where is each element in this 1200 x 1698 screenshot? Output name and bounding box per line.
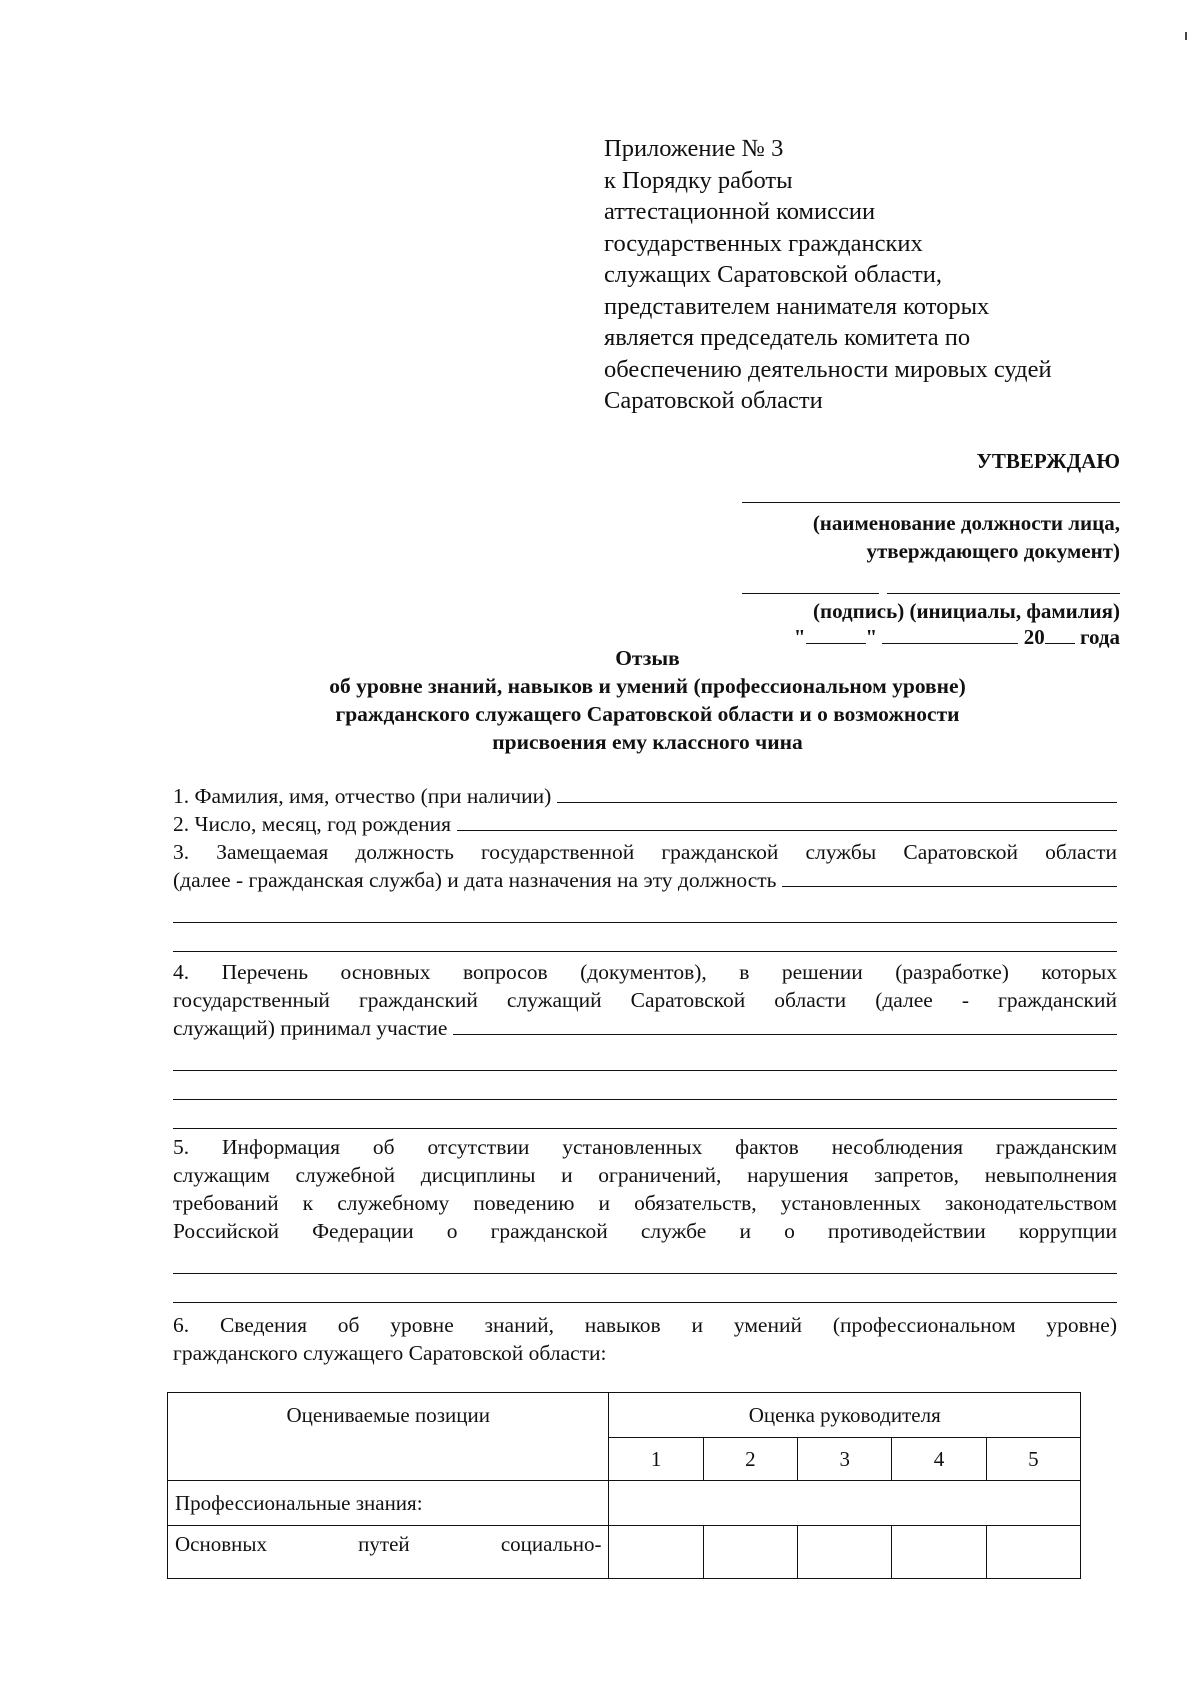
heading-line: присвоения ему классного чина bbox=[492, 730, 803, 754]
date-month-field[interactable] bbox=[882, 625, 1018, 644]
position-caption-1: (наименование должности лица, bbox=[812, 511, 1120, 535]
appendix-line: Саратовской области bbox=[604, 387, 823, 414]
form-body bbox=[173, 782, 1117, 1367]
date-year-prefix: 20 bbox=[1023, 625, 1045, 649]
appendix-line: служащих Саратовской области, bbox=[604, 261, 942, 288]
heading-line: об уровне знаний, навыков и умений (профессиональном уровне) bbox=[329, 674, 966, 698]
score-header-2: 2 bbox=[703, 1438, 797, 1481]
item-4-line: государственный гражданский служащий Саратовской области (далее - гражданский bbox=[173, 988, 1117, 1012]
appendix-line: обеспечению деятельности мировых судей bbox=[604, 355, 1052, 383]
item-2 bbox=[173, 810, 1117, 838]
item-1 bbox=[173, 782, 1117, 810]
score-cell-1[interactable] bbox=[609, 1526, 703, 1579]
date-day-field[interactable] bbox=[806, 625, 866, 644]
position-fill-line[interactable] bbox=[742, 476, 1120, 503]
score-header-4: 4 bbox=[892, 1438, 986, 1481]
item-3 bbox=[173, 866, 1117, 894]
birth-date-field[interactable] bbox=[457, 812, 1117, 831]
item-3-line: 3. Замещаемая должность государственной гражданской службы Саратовской области bbox=[173, 840, 1117, 864]
item-2-label: 2. Число, месяц, год рождения bbox=[173, 812, 452, 836]
professional-knowledge-label: Профессиональные знания: bbox=[168, 1481, 609, 1526]
item-6-line: 6. Сведения об уровне знаний, навыков и умений (профессиональном уровне) bbox=[173, 1313, 1117, 1337]
issues-field-continuation[interactable] bbox=[173, 1042, 1117, 1071]
social-economic-row-label: Основных путей социально- bbox=[168, 1526, 609, 1579]
professional-knowledge-score-cell bbox=[609, 1481, 1081, 1526]
appendix-line: аттестационной комиссии bbox=[604, 198, 876, 225]
item-3-label: (далее - гражданская служба) и дата назначения на эту должность bbox=[173, 868, 777, 892]
item-6-line: гражданского служащего Саратовской области: bbox=[173, 1341, 607, 1365]
score-cell-4[interactable] bbox=[892, 1526, 986, 1579]
appendix-header bbox=[604, 133, 1124, 417]
name-fill-line[interactable] bbox=[887, 567, 1120, 594]
item-5-line: Российской Федерации о гражданской службе и о противодействии коррупции bbox=[173, 1219, 1117, 1243]
approval-title: УТВЕРЖДАЮ bbox=[976, 449, 1120, 473]
score-header-1: 1 bbox=[609, 1438, 703, 1481]
signature-caption: (подпись) bbox=[812, 599, 905, 623]
date-year-field[interactable] bbox=[1045, 625, 1075, 644]
signature-fill-line[interactable] bbox=[742, 567, 879, 594]
name-caption: (инициалы, фамилия) bbox=[909, 599, 1120, 623]
heading-title: Отзыв bbox=[615, 646, 680, 670]
issues-field-continuation[interactable] bbox=[173, 1100, 1117, 1129]
appendix-line: представителем нанимателя которых bbox=[604, 292, 990, 320]
heading-line: гражданского служащего Саратовской области и о возможности bbox=[335, 702, 960, 726]
document-heading bbox=[170, 644, 1125, 756]
score-cell-2[interactable] bbox=[703, 1526, 797, 1579]
position-field[interactable] bbox=[782, 868, 1117, 887]
appendix-line: Приложение № 3 bbox=[604, 135, 784, 162]
header-evaluation: Оценка руководителя bbox=[609, 1393, 1081, 1438]
position-caption-2: утверждающего документ) bbox=[866, 539, 1120, 563]
item-5-line: требований к служебному поведению и обязательств, установленных законодательством bbox=[173, 1191, 1117, 1215]
item-4-label: служащий) принимал участие bbox=[173, 1016, 448, 1040]
compliance-field[interactable] bbox=[173, 1245, 1117, 1274]
score-header-5: 5 bbox=[986, 1438, 1080, 1481]
evaluation-table bbox=[167, 1392, 1081, 1579]
date-quote-open: " bbox=[793, 625, 806, 649]
date-suffix: года bbox=[1079, 625, 1120, 649]
position-field-continuation[interactable] bbox=[173, 923, 1117, 952]
approval-block bbox=[720, 446, 1120, 649]
appendix-line: государственных гражданских bbox=[604, 229, 923, 257]
item-4 bbox=[173, 1014, 1117, 1042]
page-edge-mark bbox=[1185, 32, 1187, 40]
score-header-3: 3 bbox=[798, 1438, 892, 1481]
score-cell-5[interactable] bbox=[986, 1526, 1080, 1579]
issues-field-continuation[interactable] bbox=[173, 1071, 1117, 1100]
appendix-line: является председатель комитета по bbox=[604, 324, 971, 351]
issues-field[interactable] bbox=[453, 1016, 1117, 1035]
item-5-line: служащим служебной дисциплины и ограничений, нарушения запретов, невыполнения bbox=[173, 1163, 1117, 1187]
full-name-field[interactable] bbox=[557, 784, 1117, 803]
compliance-field-continuation[interactable] bbox=[173, 1274, 1117, 1303]
date-quote-close: " bbox=[865, 625, 878, 649]
item-1-label: 1. Фамилия, имя, отчество (при наличии) bbox=[173, 784, 552, 808]
item-5-line: 5. Информация об отсутствии установленных фактов несоблюдения гражданским bbox=[173, 1135, 1117, 1159]
item-4-line: 4. Перечень основных вопросов (документов), в решении (разработке) которых bbox=[173, 960, 1117, 984]
appendix-line: к Порядку работы bbox=[604, 166, 793, 194]
position-field-continuation[interactable] bbox=[173, 894, 1117, 923]
header-positions: Оцениваемые позиции bbox=[168, 1393, 609, 1481]
score-cell-3[interactable] bbox=[798, 1526, 892, 1579]
